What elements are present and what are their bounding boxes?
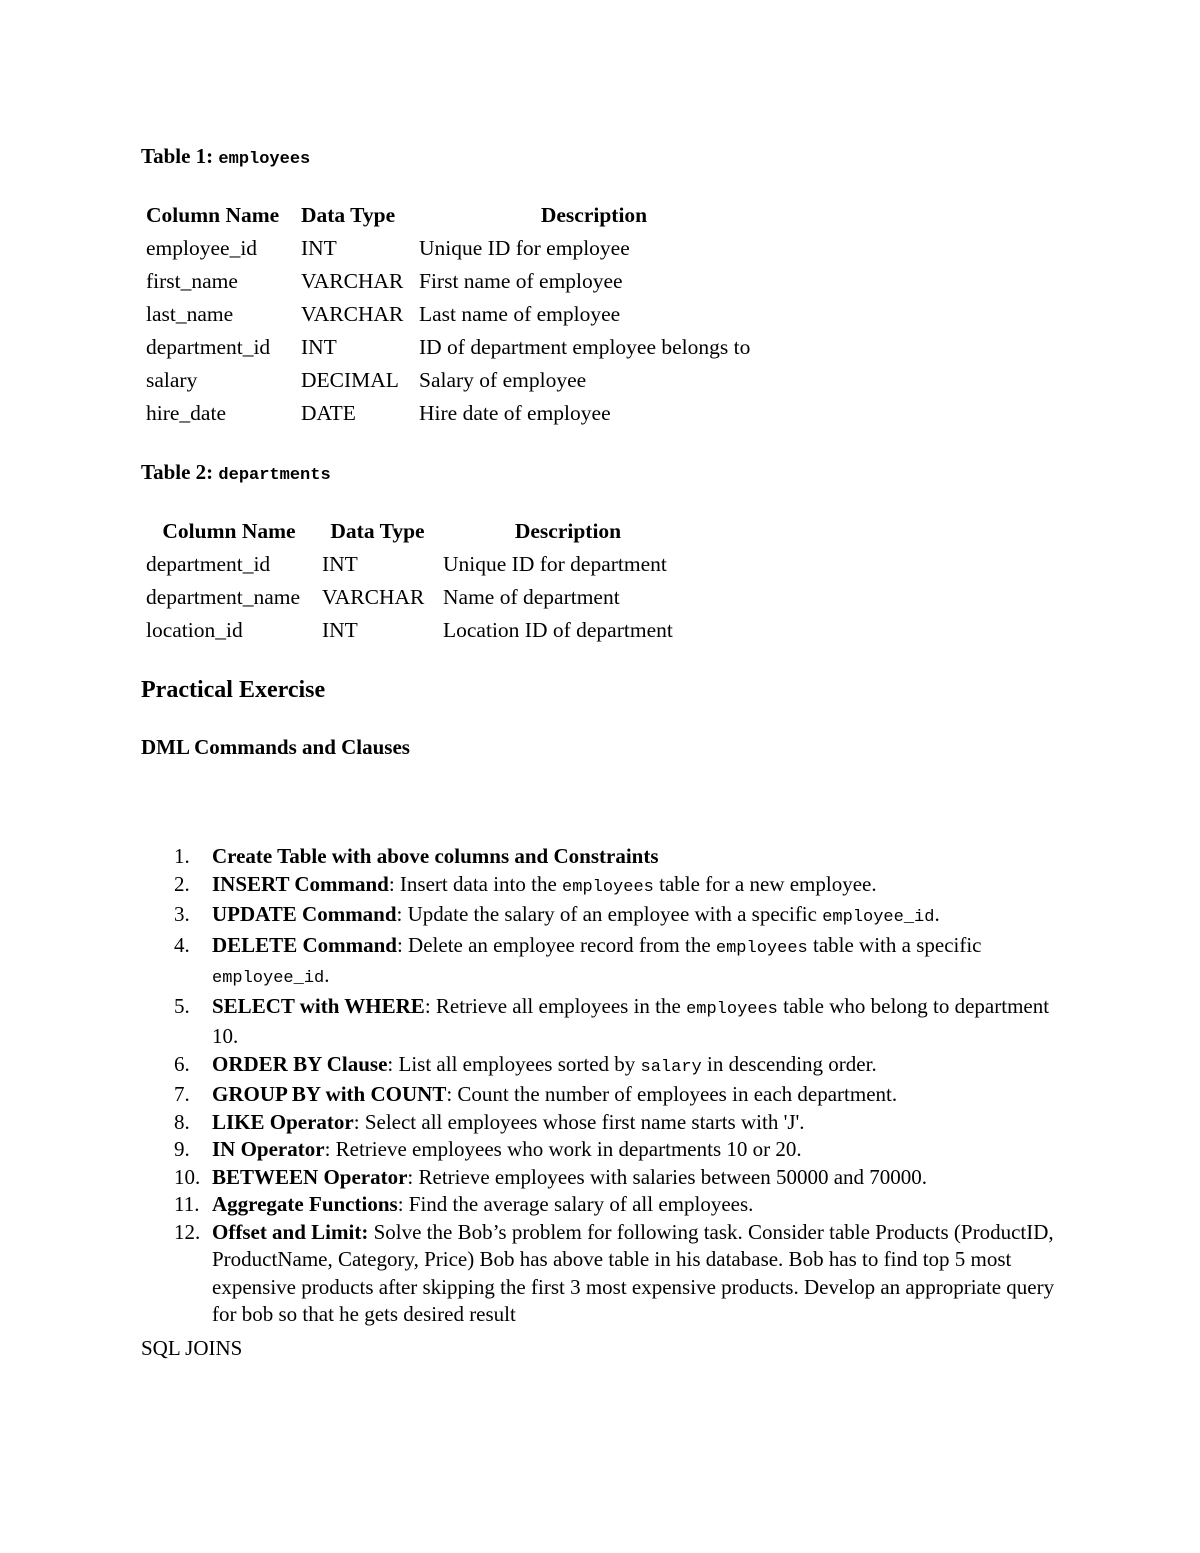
column-header: Description	[514, 519, 622, 543]
table-row	[141, 331, 774, 364]
column-header: Data Type	[301, 203, 396, 227]
item-text: : Delete an employee record from the	[396, 932, 716, 957]
table-cell: INT	[301, 335, 337, 359]
section-heading-practical: Practical Exercise	[141, 677, 326, 703]
item-text: : Update the salary of an employee with a specific	[396, 902, 823, 926]
table-cell: department_id	[146, 335, 271, 359]
table-cell: Salary of employee	[419, 368, 587, 392]
item-title: BETWEEN Operator	[212, 1164, 408, 1189]
table-row	[141, 397, 774, 430]
table-cell: last_name	[146, 302, 234, 326]
list-item-number: 5.	[174, 993, 190, 1018]
table-cell: Unique ID for employee	[419, 236, 630, 260]
item-text: table for a new employee.	[653, 871, 877, 896]
item-title: ORDER BY Clause	[212, 1051, 388, 1076]
list-item	[166, 1081, 1066, 1109]
table-cell: Location ID of department	[443, 618, 673, 642]
table-row	[141, 581, 698, 614]
table-row	[141, 232, 774, 265]
table-cell: INT	[301, 236, 337, 260]
item-text: table who belong to department 10.	[212, 993, 1050, 1048]
table-row	[141, 614, 698, 647]
table-body	[141, 232, 774, 430]
item-title: Aggregate Functions	[212, 1192, 398, 1216]
table-header-row	[141, 199, 774, 232]
table1-name: employees	[218, 150, 311, 169]
list-item	[166, 1164, 1066, 1192]
list-item	[166, 1109, 1066, 1137]
list-item-number: 11.	[174, 1192, 200, 1216]
list-item	[166, 871, 1066, 902]
table-cell: ID of department employee belongs to	[419, 335, 751, 359]
item-text: : Insert data into the	[388, 871, 563, 896]
table-header-row	[141, 515, 698, 548]
table-cell: hire_date	[146, 401, 226, 425]
table-cell: Unique ID for department	[443, 552, 667, 576]
item-title: GROUP BY with COUNT	[212, 1082, 447, 1106]
item-text: : Retrieve all employees in the	[424, 993, 687, 1018]
table1-label: Table 1:	[141, 144, 214, 168]
code-term: employees	[715, 938, 808, 958]
table2-label: Table 2:	[141, 460, 214, 484]
table-cell: department_name	[146, 585, 301, 609]
list-item-number: 1.	[174, 844, 190, 868]
column-header: Description	[540, 203, 648, 227]
table-row	[141, 548, 698, 581]
table-cell: department_id	[146, 552, 271, 576]
item-title: DELETE Command	[212, 932, 397, 957]
table-body	[141, 548, 698, 647]
table-cell: first_name	[146, 269, 238, 293]
list-item-number: 6.	[174, 1051, 190, 1076]
item-title: UPDATE Command	[212, 902, 397, 926]
table-cell: location_id	[146, 618, 243, 642]
table-cell: INT	[322, 618, 358, 642]
list-item	[166, 1219, 1066, 1329]
item-title: LIKE Operator	[212, 1109, 354, 1134]
employees-schema-table	[141, 199, 774, 430]
list-item	[166, 1051, 1066, 1082]
list-item	[166, 932, 1066, 993]
table-cell: First name of employee	[419, 269, 623, 293]
table-row	[141, 298, 774, 331]
list-item-number: 2.	[174, 871, 190, 896]
exercise-list	[166, 843, 1066, 1329]
item-text: : Count the number of employees in each department.	[446, 1082, 898, 1106]
item-text: table with a specific	[807, 932, 982, 957]
item-text: Solve the Bob’s problem for following task. Consider table Products (ProductID, ProductName, Category, Price) Bob has above table in his database. Bob has to find top 5 most expensive products after skipping the first 3 most expensive products. Develop an appropriate query for bob so that he gets desired result	[212, 1219, 1055, 1326]
column-header: Data Type	[330, 519, 425, 543]
list-item	[166, 1191, 1066, 1219]
list-item-number: 10.	[174, 1164, 201, 1189]
code-term: employee_id	[212, 969, 325, 988]
list-item	[166, 901, 1066, 932]
table-cell: VARCHAR	[322, 585, 425, 609]
table-cell: VARCHAR	[301, 269, 404, 293]
column-header: Column Name	[146, 203, 280, 227]
code-term: employees	[562, 877, 654, 897]
column-header: Column Name	[162, 519, 296, 543]
item-text: .	[324, 963, 330, 987]
list-item	[166, 1136, 1066, 1164]
code-term: employees	[686, 999, 778, 1019]
table-cell: DATE	[301, 401, 356, 425]
table2-name: departments	[218, 466, 331, 485]
table-cell: Hire date of employee	[419, 401, 611, 425]
list-item-number: 8.	[174, 1109, 190, 1134]
item-text: : Retrieve employees who work in departments 10 or 20.	[324, 1137, 802, 1161]
item-title: Offset and Limit:	[212, 1219, 369, 1244]
item-title: IN Operator	[212, 1137, 325, 1161]
table-cell: employee_id	[146, 236, 258, 260]
item-text: : List all employees sorted by	[387, 1051, 641, 1076]
table-row	[141, 265, 774, 298]
table1-caption	[141, 144, 310, 169]
item-text: in descending order.	[701, 1051, 877, 1076]
subheading-dml: DML Commands and Clauses	[141, 735, 410, 759]
list-item	[166, 993, 1066, 1051]
list-item-number: 12.	[174, 1219, 201, 1244]
list-item	[166, 843, 1066, 871]
table-cell: Last name of employee	[419, 302, 621, 326]
departments-schema-table	[141, 515, 698, 647]
item-text: .	[934, 902, 940, 926]
code-term: salary	[640, 1057, 702, 1077]
table2-caption	[141, 460, 331, 485]
item-title: SELECT with WHERE	[212, 993, 425, 1018]
item-title: INSERT Command	[212, 871, 389, 896]
list-item-number: 3.	[174, 902, 190, 926]
table-cell: salary	[146, 368, 198, 392]
list-item-number: 7.	[174, 1082, 190, 1106]
table-cell: Name of department	[443, 585, 620, 609]
item-text: : Select all employees whose first name starts with 'J'.	[353, 1109, 805, 1134]
code-term: employee_id	[822, 908, 935, 927]
table-cell: DECIMAL	[301, 368, 399, 392]
item-title: Create Table with above columns and Constraints	[212, 844, 659, 868]
list-item-number: 4.	[174, 932, 190, 957]
table-cell: INT	[322, 552, 358, 576]
list-item-number: 9.	[174, 1137, 190, 1161]
table-cell: VARCHAR	[301, 302, 404, 326]
item-text: : Find the average salary of all employees.	[397, 1192, 754, 1216]
table-row	[141, 364, 774, 397]
subheading-sql-joins: SQL JOINS	[141, 1336, 243, 1360]
item-text: : Retrieve employees with salaries between 50000 and 70000.	[407, 1164, 928, 1189]
